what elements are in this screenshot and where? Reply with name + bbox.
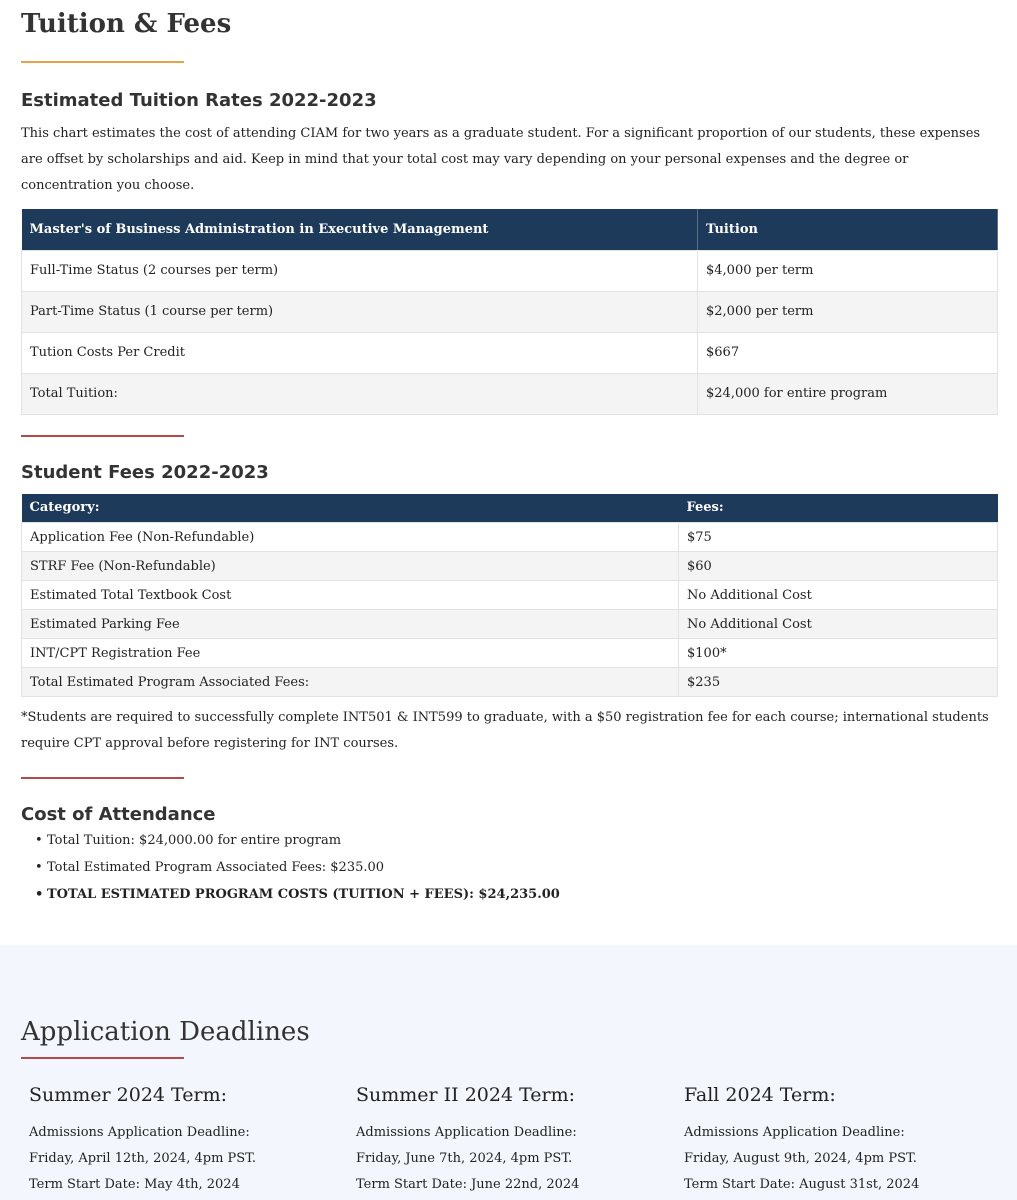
table-cell: Total Estimated Program Associated Fees:	[22, 668, 679, 697]
term-start: Term Start Date: August 31st, 2024	[684, 1177, 920, 1192]
term-card	[356, 1082, 656, 1198]
term-deadline: Friday, August 9th, 2024, 4pm PST.	[684, 1151, 917, 1166]
table-cell: $24,000 for entire program	[698, 373, 998, 414]
table-row	[22, 373, 998, 414]
fees-header-category: Category:	[22, 494, 679, 523]
tuition-intro: This chart estimates the cost of attending CIAM for two years as a graduate student. For a significant proportion of our students, these expenses are offset by scholarships and aid. Keep in mind that your total cost may vary depending on your personal expenses and the degree or concentration you choose.	[21, 126, 981, 193]
table-cell: Part-Time Status (1 course per term)	[22, 291, 698, 332]
section-divider	[21, 435, 184, 437]
table-cell: Estimated Parking Fee	[22, 610, 679, 639]
table-header-row	[22, 209, 998, 250]
deadlines-section	[0, 945, 1017, 1200]
table-row	[22, 581, 998, 610]
term-card	[684, 1082, 984, 1198]
fees-heading: Student Fees 2022-2023	[21, 461, 269, 483]
term-start: Term Start Date: May 4th, 2024	[29, 1177, 240, 1192]
term-deadline-label: Admissions Application Deadline:	[684, 1125, 905, 1140]
table-cell: $4,000 per term	[698, 250, 998, 291]
tuition-table	[21, 209, 998, 415]
term-card	[29, 1082, 329, 1198]
table-row	[22, 291, 998, 332]
table-cell: No Additional Cost	[679, 610, 998, 639]
term-name: Fall 2024 Term:	[684, 1084, 836, 1106]
tuition-header-tuition: Tuition	[698, 209, 998, 250]
section-divider	[21, 777, 184, 779]
term-deadline-label: Admissions Application Deadline:	[356, 1125, 577, 1140]
table-row	[22, 639, 998, 668]
table-cell: No Additional Cost	[679, 581, 998, 610]
table-cell: $100*	[679, 639, 998, 668]
table-row	[22, 523, 998, 552]
cost-list	[21, 827, 997, 908]
term-deadline: Friday, June 7th, 2024, 4pm PST.	[356, 1151, 573, 1166]
table-row	[22, 610, 998, 639]
table-row	[22, 332, 998, 373]
cost-heading: Cost of Attendance	[21, 804, 216, 825]
tuition-header-program: Master's of Business Administration in Executive Management	[22, 209, 698, 250]
term-name: Summer II 2024 Term:	[356, 1084, 576, 1106]
list-item-total: • TOTAL ESTIMATED PROGRAM COSTS (TUITION + FEES): $24,235.00	[35, 881, 997, 908]
table-cell: Total Tuition:	[22, 373, 698, 414]
table-row	[22, 668, 998, 697]
table-row	[22, 250, 998, 291]
table-cell: Full-Time Status (2 courses per term)	[22, 250, 698, 291]
term-name: Summer 2024 Term:	[29, 1084, 227, 1106]
table-cell: $75	[679, 523, 998, 552]
table-cell: STRF Fee (Non-Refundable)	[22, 552, 679, 581]
table-row	[22, 552, 998, 581]
table-header-row	[22, 494, 998, 523]
fees-header-fees: Fees:	[679, 494, 998, 523]
term-deadline: Friday, April 12th, 2024, 4pm PST.	[29, 1151, 257, 1166]
table-cell: Estimated Total Textbook Cost	[22, 581, 679, 610]
title-divider	[21, 61, 184, 63]
table-cell: $2,000 per term	[698, 291, 998, 332]
deadlines-divider	[21, 1057, 184, 1059]
list-item: • Total Tuition: $24,000.00 for entire program	[35, 827, 997, 854]
term-deadline-label: Admissions Application Deadline:	[29, 1125, 250, 1140]
table-cell: $667	[698, 332, 998, 373]
table-cell: $60	[679, 552, 998, 581]
table-cell: $235	[679, 668, 998, 697]
deadlines-heading: Application Deadlines	[21, 1017, 310, 1047]
tuition-heading: Estimated Tuition Rates 2022-2023	[21, 90, 377, 111]
fees-note: *Students are required to successfully complete INT501 & INT599 to graduate, with a $50 registration fee for each course; international students require CPT approval before registering for INT courses.	[21, 710, 989, 751]
term-start: Term Start Date: June 22nd, 2024	[356, 1177, 580, 1192]
table-cell: Tution Costs Per Credit	[22, 332, 698, 373]
table-cell: Application Fee (Non-Refundable)	[22, 523, 679, 552]
list-item: • Total Estimated Program Associated Fees: $235.00	[35, 854, 997, 881]
fees-table	[21, 494, 998, 698]
table-cell: INT/CPT Registration Fee	[22, 639, 679, 668]
page-title: Tuition & Fees	[21, 9, 232, 39]
